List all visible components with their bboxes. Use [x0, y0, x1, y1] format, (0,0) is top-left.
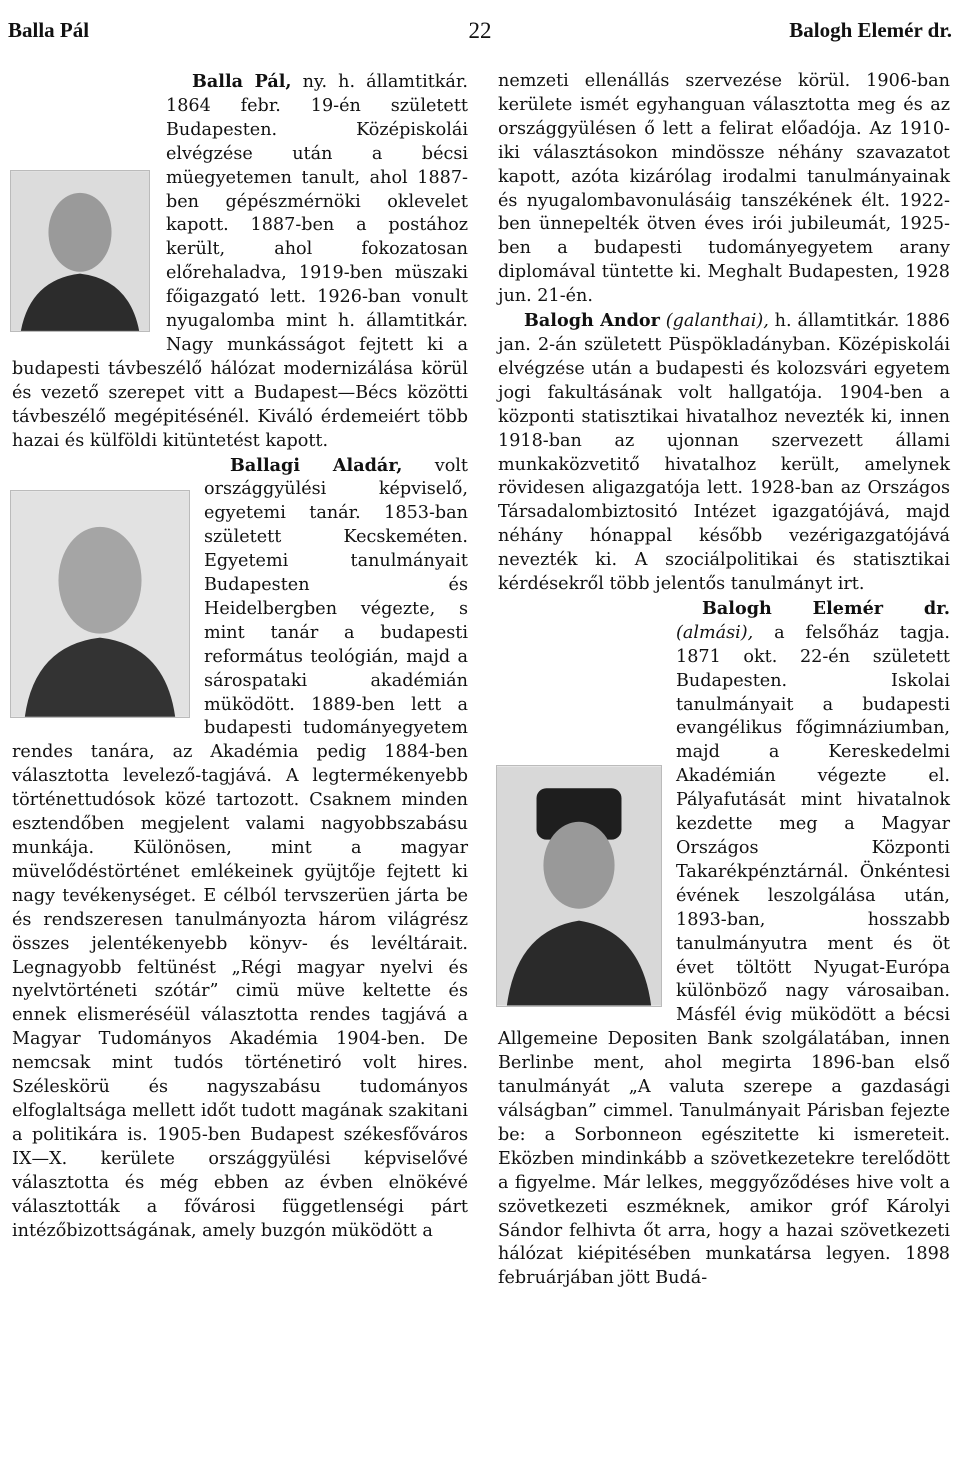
portrait-balogh-elemer — [496, 765, 662, 1007]
entry-text: ny. h. államtitkár. 1864 febr. 19-én született Budapesten. Középiskolái elvégzése után a bécsi müegyetemen tanult, ahol 1887-ben gépészmérnöki oklevelet kapott. 1887-ben a postához került, ahol fokozatosan előrehaladva, 1919-ben müszaki főigazgató lett. 1926-ban vonult nyugalomba mint h. államtitkár. Nagy munkásságot fejtett ki a budapesti távbeszélő hálózat modernizálása körül és vezető szerepet vitt a Budapest—Bécs közötti távbeszélő megépitésénél. Kiváló érdemeiért több hazai és külföldi kitüntetést kapott. — [12, 72, 468, 451]
portrait-icon — [497, 766, 661, 1006]
entry-name: Ballagi Aladár, — [230, 454, 403, 476]
entry-epithet: (almási), — [676, 622, 754, 643]
entry-text: volt országgyülési képviselő, egyetemi tanár. 1853-ban született Kecskeméten. Egyetemi tanulmányait Budapesten és Heidelbergben végezte, s mint tanár a budapesti református teológián, majd a sárospataki akadémián müködött. 1889-ben lett a budapesti tudományegyetem rendes tanára, az Akadémia pedig 1884-ben választotta levelező-tagjává. A legtermékenyebb történettudósok közé tartozott. Csaknem minden esztendőben megjelent valami nagyobbszabásu munkája. Különösen, mint a magyar müvelődéstörténet emlékeinek gyüjtője fejtett ki nagy tevékenységet. E célból tervszerüen járta be és rendszeresen tanulmányozta három világrész összes jelentékenyebb könyv- és levéltárait. Legnagyobb feltünést „Régi magyar nyelvi és nyelvtörténeti szótár” cimü müve keltette és ennek elismeréséül választotta rendes tagjává a Magyar Tudományos Akadémia 1904-ben. De nemcsak mint tudós történetiró volt hires. Széleskörü és nagyszabásu tudományos elfoglaltsága mellett időt tudott magának szakitani a politikára is. 1905-ben Budapest székesfőváros IX—X. kerülete országgyülési képviselővé választotta és még ebben az évben elnökévé választották a fővárosi függetlenségi párt intézőbizottságának, amely buzgón müködött a — [12, 455, 468, 1241]
portrait-balla-pal — [10, 170, 150, 332]
entry-name: Balla Pál, — [192, 71, 292, 92]
portrait-ballagi-aladar — [10, 490, 190, 718]
entry-text: a felsőház tagja. 1871 okt. 22-én született Budapesten. Iskolai tanulmányait a budapesti evangélikus főgimnáziumban, majd a Kereskedelmi Akadémián végezte el. Pályafutását mint hivatalnok kezdette meg a Magyar Országos Központi Takarékpénztárnál. Önkéntesi évének leszolgálása után, 1893-ban, hosszabb tanulmányutra ment és öt évet töltött Nyugat-Európa különböző nagy városaiban. Másfél évig müködött a bécsi Allgemeine Depositen Bank szolgálatában, innen Berlinbe ment, ahol megirta 1896-ban első tanulmányát „A valuta szerepe a gazdasági válságban” cimmel. Tanulmányait Párisban fejezte be: a Sorbonneon egészitette ki ismereteit. Eközben mindinkább a szövetkezetekre terelődött a figyelme. Már lelkes, meggyőződéses hive volt a szövetkezeti eszméknek, amikor gróf Károlyi Sándor felhivta őt arra, hogy a hazai szövetkezeti hálózat kiépitésében munkatársa legyen. 1898 februárjában jött Budá- — [498, 622, 950, 1289]
portrait-icon — [11, 491, 189, 717]
left-column — [12, 70, 468, 1243]
right-column — [498, 70, 950, 1291]
continuation-text: nemzeti ellenállás szervezése körül. 1906-ban kerülete ismét egyhanguan választotta meg és az országgyülésen ő lett a felirat előadója. Az 1910-iki választásokon mindössze néhány szavazatot kapott, azóta kizárólag irodalmi tanulmányainak és nyugalombavonulásáig tanszékének élt. 1922-ben ünnepelték ötven éves irói jubileumát, 1925-ben a budapesti tudományegyetem arany diplomával tüntette ki. Meghalt Budapesten, 1928 jun. 21-én. — [498, 71, 950, 307]
portrait-icon — [11, 171, 149, 331]
entry-epithet: (galanthai), — [665, 311, 769, 332]
header-right-name: Balogh Elemér dr. — [789, 18, 952, 42]
entry-balogh-andor — [498, 309, 950, 597]
header-left-name: Balla Pál — [8, 18, 90, 42]
entry-text: h. államtitkár. 1886 jan. 2-án született Püspökladányban. Középiskolái elvégzése után a budapesti és kolozsvári egyetem jogi fakultásának volt hallgatója. 1904-ben a központi statisztikai hivatalhoz nevezték ki, innen 1918-ban az ujonnan szervezett állami munkaközvetitő hivatalhoz került, amelynek rövidesen aligazgatója lett. 1928-ban az Országos Társadalombiztositó Intézet igazgatójává, majd néhány hónappal később vezérigazgatójává nevezték ki. A szociálpolitikai és statisztikai kérdésekről több jelentős tanulmányt irt. — [498, 311, 950, 595]
page-number: 22 — [468, 18, 492, 43]
page-header — [8, 18, 952, 48]
entry-name: Balogh Elemér dr. — [702, 597, 950, 619]
entry-name: Balogh Andor — [524, 310, 660, 332]
